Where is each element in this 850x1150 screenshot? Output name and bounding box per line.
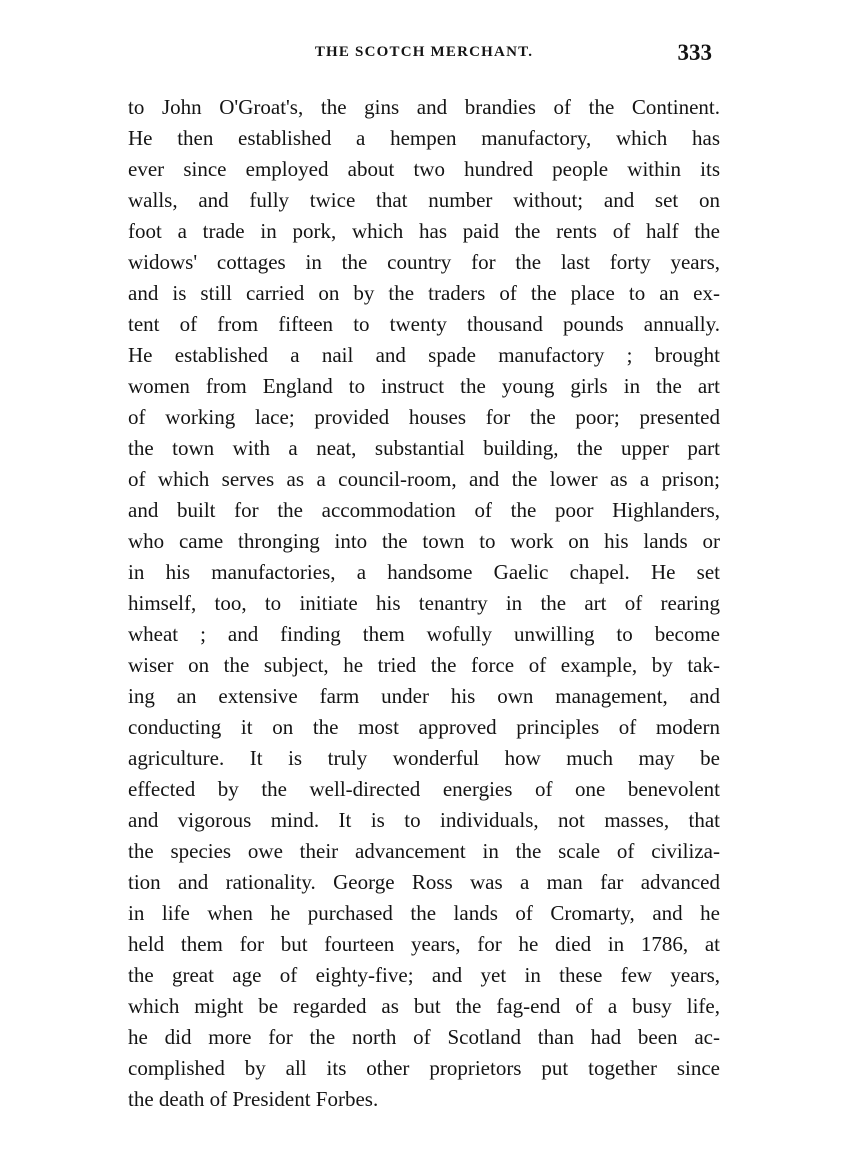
running-head: [128, 40, 720, 80]
text-line: himself, too, to initiate his tenantry in the art of rearing: [128, 591, 720, 615]
text-line: the species owe their advancement in the scale of civiliza-: [128, 839, 720, 863]
text-line: He then established a hempen manufactory, which has: [128, 126, 720, 150]
text-line: and built for the accommodation of the poor Highlanders,: [128, 498, 720, 522]
text-line: he did more for the north of Scotland than had been ac-: [128, 1025, 720, 1049]
text-line: agriculture. It is truly wonderful how much may be: [128, 746, 720, 770]
text-line: of working lace; provided houses for the poor; presented: [128, 405, 720, 429]
body-paragraph: [128, 92, 720, 1115]
text-line: the town with a neat, substantial building, the upper part: [128, 436, 720, 460]
text-line: women from England to instruct the young girls in the art: [128, 374, 720, 398]
text-line: tion and rationality. George Ross was a man far advanced: [128, 870, 720, 894]
text-line: and vigorous mind. It is to individuals, not masses, that: [128, 808, 720, 832]
text-line: in his manufactories, a handsome Gaelic chapel. He set: [128, 560, 720, 584]
page-number: 333: [677, 40, 712, 65]
text-line: conducting it on the most approved principles of modern: [128, 715, 720, 739]
text-line: the great age of eighty-five; and yet in these few years,: [128, 963, 720, 987]
text-line: which might be regarded as but the fag-end of a busy life,: [128, 994, 720, 1018]
text-line: in life when he purchased the lands of Cromarty, and he: [128, 901, 720, 925]
text-line: foot a trade in pork, which has paid the rents of half the: [128, 219, 720, 243]
text-line: ing an extensive farm under his own management, and: [128, 684, 720, 708]
text-line: He established a nail and spade manufactory ; brought: [128, 343, 720, 367]
text-line: widows' cottages in the country for the last forty years,: [128, 250, 720, 274]
text-line: wheat ; and finding them wofully unwilling to become: [128, 622, 720, 646]
text-line: wiser on the subject, he tried the force of example, by tak-: [128, 653, 720, 677]
text-line: held them for but fourteen years, for he died in 1786, at: [128, 932, 720, 956]
text-line: and is still carried on by the traders of the place to an ex-: [128, 281, 720, 305]
text-line: who came thronging into the town to work on his lands or: [128, 529, 720, 553]
text-line: effected by the well-directed energies of one benevolent: [128, 777, 720, 801]
text-line: to John O'Groat's, the gins and brandies of the Continent.: [128, 95, 720, 119]
text-line: ever since employed about two hundred people within its: [128, 157, 720, 181]
text-line: walls, and fully twice that number without; and set on: [128, 188, 720, 212]
text-line: tent of from fifteen to twenty thousand pounds annually.: [128, 312, 720, 336]
running-title: THE SCOTCH MERCHANT.: [314, 44, 534, 60]
text-line: of which serves as a council-room, and the lower as a prison;: [128, 467, 720, 491]
text-line: complished by all its other proprietors put together since: [128, 1056, 720, 1080]
text-line: the death of President Forbes.: [128, 1087, 379, 1111]
